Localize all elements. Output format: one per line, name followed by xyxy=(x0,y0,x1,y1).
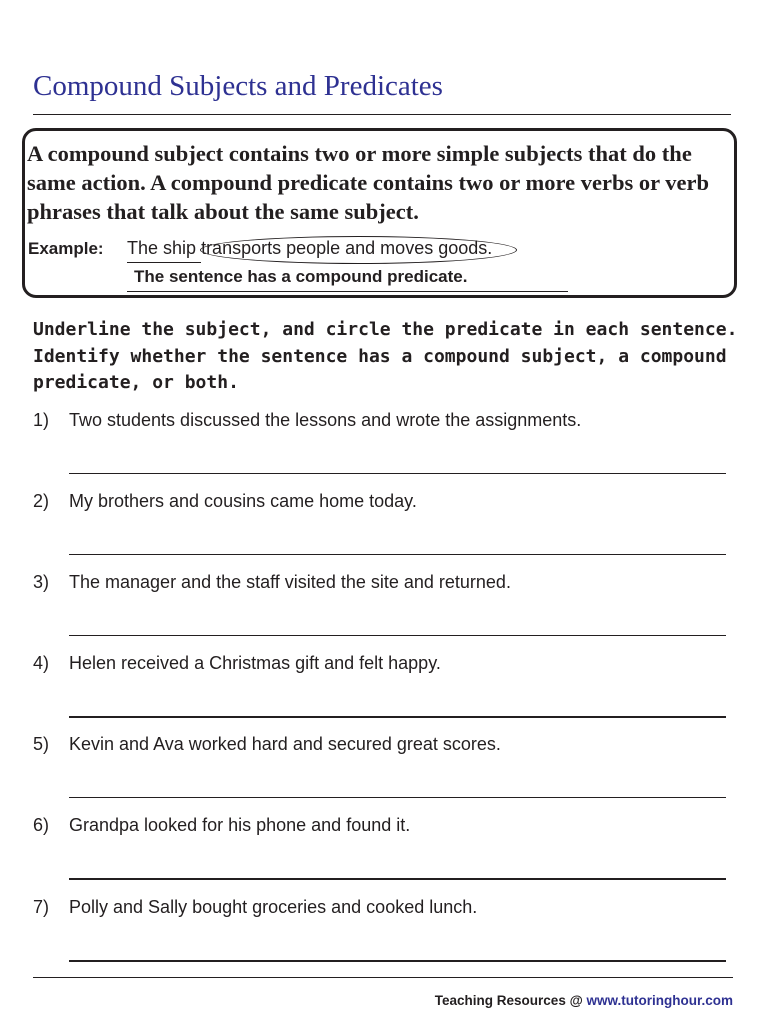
example-label: Example: xyxy=(28,239,104,258)
question-text: The manager and the staff visited the site and returned. xyxy=(69,572,511,592)
answer-line[interactable] xyxy=(69,797,726,798)
answer-line[interactable] xyxy=(69,960,726,962)
question-number: 1) xyxy=(33,410,50,430)
question-number: 7) xyxy=(33,897,50,917)
example-subject: The ship xyxy=(127,238,197,258)
answer-line[interactable] xyxy=(69,878,726,880)
instructions: Underline the subject, and circle the predicate in each sentence. Identify whether the sentence has a compound subject, a compound predicate, or both. xyxy=(33,319,738,393)
page-title: Compound Subjects and Predicates xyxy=(33,70,443,102)
question-text: Kevin and Ava worked hard and secured great scores. xyxy=(69,734,501,754)
question-number: 3) xyxy=(33,572,50,592)
question-number: 4) xyxy=(33,653,50,673)
question-4 xyxy=(0,653,768,733)
question-7 xyxy=(0,897,768,977)
question-6 xyxy=(0,815,768,895)
footer-url[interactable]: www.tutoringhour.com xyxy=(586,993,733,1008)
answer-line[interactable] xyxy=(69,635,726,636)
example-answer-line xyxy=(127,291,568,292)
answer-line[interactable] xyxy=(69,716,726,718)
footer-prefix: Teaching Resources @ xyxy=(434,993,587,1008)
question-text: Polly and Sally bought groceries and cooked lunch. xyxy=(69,897,478,917)
footer xyxy=(435,993,733,1008)
question-text: Two students discussed the lessons and wrote the assignments. xyxy=(69,410,582,430)
example-period: . xyxy=(487,238,493,258)
example-predicate: transports people and moves goods xyxy=(201,238,488,258)
question-text: My brothers and cousins came home today. xyxy=(69,491,417,511)
question-number: 6) xyxy=(33,815,50,835)
example-predicate-circle xyxy=(200,236,517,264)
question-1 xyxy=(0,410,768,490)
question-number: 2) xyxy=(33,491,50,511)
answer-line[interactable] xyxy=(69,473,726,474)
answer-line[interactable] xyxy=(69,554,726,555)
question-number: 5) xyxy=(33,734,50,754)
question-text: Grandpa looked for his phone and found it. xyxy=(69,815,411,835)
question-2 xyxy=(0,491,768,571)
example-answer: The sentence has a compound predicate. xyxy=(134,267,468,286)
definition-text: A compound subject contains two or more simple subjects that do the same action. A compound predicate contains two or more verbs or verb phrases that talk about the same subject. xyxy=(27,141,710,224)
title-divider xyxy=(33,114,731,115)
question-5 xyxy=(0,734,768,814)
footer-divider xyxy=(33,977,733,978)
question-3 xyxy=(0,572,768,652)
example-subject-underline xyxy=(127,262,201,263)
question-text: Helen received a Christmas gift and felt happy. xyxy=(69,653,441,673)
